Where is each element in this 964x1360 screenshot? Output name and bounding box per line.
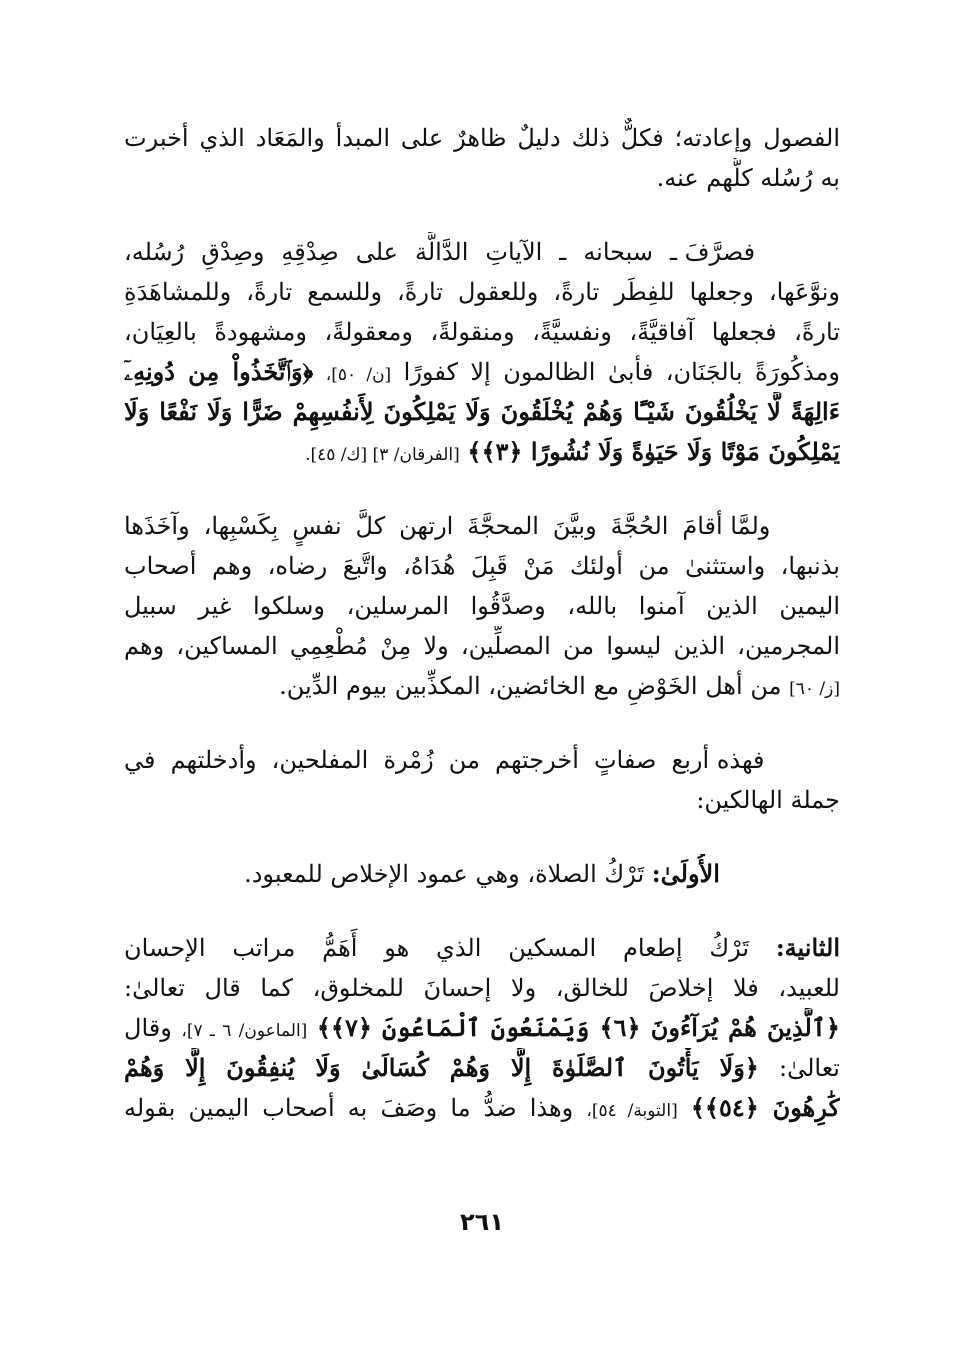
text-line: للعبيد، فلا إخلاصَ للخالق، ولا إحسانَ للمخلوق، كما قال تعالىٰ: (124, 974, 840, 1002)
text-line: ونوَّعَها، وجعلها للفِطَر تارةً، وللعقول تارةً، وللسمع تارةً، وللمشاهَدَةِ (124, 278, 840, 306)
text-line (124, 352, 840, 392)
item-label: الثانية: (775, 933, 840, 962)
text-line: المجرمين، الذين ليسوا من المصلِّين، ولا مِنْ مُطْعِمِي المساكين، وهم (124, 632, 840, 660)
text-line: اليمين الذين آمنوا بالله، وصدَّقُوا المرسلين، وسلكوا غير سبيل (124, 592, 840, 620)
reference: [التوبة/ ٥٤]، (586, 1101, 678, 1121)
reference: [الفرقان/ ٣] [ك/ ٤٥]. (305, 445, 460, 465)
reference: [الماعون/ ٦ ـ ٧]، (181, 1021, 308, 1041)
text-line (124, 1048, 840, 1088)
paragraph-gap (124, 472, 840, 506)
text-line: تارةً، فجعلها آفاقيَّةً، ونفسيَّةً، ومنقولةً، ومعقولةً، ومشهودةً بالعِيَان، (124, 318, 840, 346)
item-text: تَرْكُ إطعام المسكين الذي هو أَهَمُّ مراتب الإحسان (124, 934, 750, 962)
text-span: ولمَّا أقامَ الحُجَّةَ وبيَّنَ المحجَّةَ ارتهن كلَّ نفسٍ بِكَسْبِها، وآخَذَها (124, 512, 771, 540)
text-span: فهذه أربع صفاتٍ أخرجتهم من زُمْرة المفلحين، وأدخلتهم في (124, 746, 765, 774)
quran-verse: ﴿وَلَا يَأْتُونَ ٱلصَّلَوٰةَ إِلَّا وَهُمْ كُسَالَىٰ وَلَا يُنفِقُونَ إِلَّا وَهُمْ (124, 1053, 759, 1082)
text-line (124, 232, 840, 272)
paragraph-gap (124, 706, 840, 740)
text-span: تعالىٰ: (779, 1054, 840, 1082)
text-span: فصرَّفَ ـ سبحانه ـ الآياتِ الدَّالَّة على صِدْقِهِ وصِدْقِ رُسُله، (124, 238, 756, 266)
paragraph-gap (124, 894, 840, 928)
text-line (124, 666, 840, 706)
item-label: الأُولَىٰ: (651, 859, 720, 888)
first-item-line (124, 854, 840, 894)
text-line (124, 740, 840, 780)
quran-verse: كَٰرِهُونَ ﴿٥٤﴾﴾ (690, 1093, 840, 1122)
text-line (124, 506, 840, 546)
text-line (124, 1088, 840, 1128)
paragraph-gap (124, 198, 840, 232)
paragraph-gap (124, 820, 840, 854)
reference: [ز/ ٦٠] (789, 679, 840, 699)
quran-verse: ﴿ٱلَّذِينَ هُمْ يُرَآءُونَ ﴿٦﴾ وَيَمْنَعُونَ ٱلْمَاعُونَ ﴿٧﴾﴾ (316, 1013, 840, 1042)
quran-verse: ﴿وَٱتَّخَذُواْ مِن دُونِهِۦٓ (124, 357, 314, 386)
text-line: بذنبها، واستثنىٰ من أولئك مَنْ قَبِلَ هُدَاهُ، واتَّبعَ رضاه، وهم أصحاب (124, 552, 840, 580)
item-text: تَرْكُ الصلاة، وهي عمود الإخلاص للمعبود. (244, 860, 645, 888)
text-span: وقال (124, 1014, 172, 1042)
page-number: ٢٦١ (460, 1208, 504, 1236)
text-line (124, 1008, 840, 1048)
text-line: جملة الهالكين: (696, 786, 840, 814)
text-span: ومذكُورَةً بالجَنَان، فأبىٰ الظالمون إلا كفورًا (403, 358, 840, 386)
text-line: به رُسُله كلُّهم عنه. (656, 164, 840, 192)
text-line (124, 928, 840, 968)
text-span: من أهل الخَوْضِ مع الخائضين، المكذِّبين بيوم الدِّين. (279, 672, 782, 700)
quran-verse: يَمْلِكُونَ مَوْتًا وَلَا حَيَوٰةً وَلَا نُشُورًا ﴿٣﴾﴾ (467, 437, 840, 466)
quran-verse-line: ءَالِهَةً لَّا يَخْلُقُونَ شَيْـًٔا وَهُمْ يُخْلَقُونَ وَلَا يَمْلِكُونَ لِأَنفُسِهِمْ ضَرًّا وَلَا نَفْعًا وَلَا (124, 397, 840, 426)
text-line (124, 432, 840, 472)
text-line: الفصول وإعادته؛ فكلٌّ ذلك دليلٌ ظاهرٌ على المبدأ والمَعَاد الذي أخبرت (124, 124, 840, 152)
page-body (124, 118, 840, 1128)
reference: [ن/ ٥٠]، (325, 365, 392, 385)
text-span: وهذا ضدُّ ما وصَفَ به أصحاب اليمين بقوله (124, 1094, 574, 1122)
